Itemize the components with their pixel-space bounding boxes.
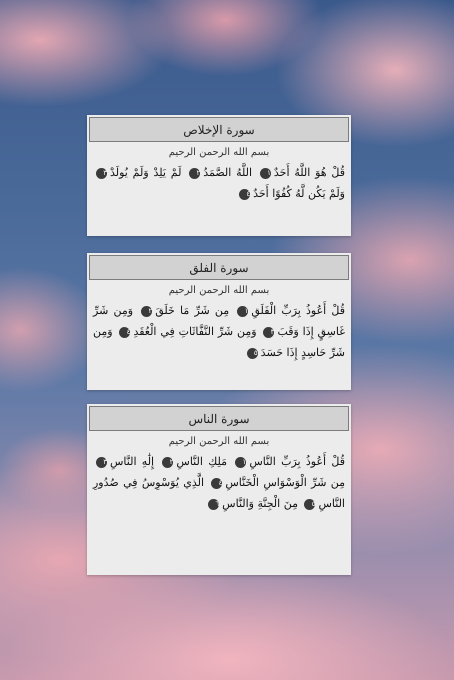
verse-text: قُلْ أَعُوذُ بِرَبِّ النَّاسِ [249, 455, 345, 468]
verse-text: الَّذِي يُوَسْوِسُ فِي صُدُورِ النَّاسِ [93, 476, 345, 510]
verse-text: مِن شَرِّ مَا خَلَقَ [155, 304, 230, 317]
verse-text: وَمِن شَرِّ غَاسِقٍ إِذَا وَقَبَ [93, 304, 346, 338]
verse-text: قُلْ هُوَ اللَّهُ أَحَدٌ [273, 166, 345, 179]
verse-list [93, 451, 345, 514]
surah-nas-panel [87, 404, 351, 575]
surah-title-frame [89, 117, 349, 142]
surah-body [87, 280, 351, 367]
verse-number-marker: ٤ [119, 327, 130, 338]
verse-number-marker: ٢ [141, 306, 152, 317]
surah-falaq-panel [87, 253, 351, 390]
verse-text: اللَّهُ الصَّمَدُ [203, 166, 253, 179]
verse-list [93, 300, 345, 363]
verse-text: مَلِكِ النَّاسِ [176, 455, 228, 468]
basmala: بسم الله الرحمن الرحيم [168, 285, 270, 296]
surah-body [87, 431, 351, 518]
surah-ikhlas-panel [87, 115, 351, 236]
verse-text: إِلَٰهِ النَّاسِ [110, 455, 155, 468]
verse-number-marker: ٤ [211, 478, 222, 489]
verse-text: وَلَمْ يَكُن لَّهُ كُفُوًا أَحَدٌ [253, 187, 345, 200]
verse-number-marker: ٣ [96, 168, 107, 179]
surah-body [87, 142, 351, 208]
verse-number-marker: ٢ [162, 457, 173, 468]
basmala: بسم الله الرحمن الرحيم [168, 147, 270, 158]
surah-title: سورة الإخلاص [183, 122, 255, 137]
verse-number-marker: ٤ [239, 189, 250, 200]
surah-title-frame [89, 255, 349, 280]
verse-number-marker: ٣ [263, 327, 274, 338]
verse-number-marker: ٥ [304, 499, 315, 510]
verse-number-marker: ٥ [247, 348, 258, 359]
verse-number-marker: ١ [237, 306, 248, 317]
verse-text: قُلْ أَعُوذُ بِرَبِّ الْفَلَقِ [251, 304, 345, 317]
verse-number-marker: ٣ [96, 457, 107, 468]
verse-text: مِنَ الْجِنَّةِ وَالنَّاسِ [222, 497, 298, 510]
verse-number-marker: ٦ [208, 499, 219, 510]
verse-text: لَمْ يَلِدْ وَلَمْ يُولَدْ [110, 166, 182, 179]
verse-text: وَمِن شَرِّ النَّفَّاثَاتِ فِي الْعُقَدِ [133, 325, 257, 338]
verse-number-marker: ٢ [189, 168, 200, 179]
surah-title: سورة الناس [188, 411, 250, 426]
verse-number-marker: ١ [235, 457, 246, 468]
verse-text: مِن شَرِّ الْوَسْوَاسِ الْخَنَّاسِ [225, 476, 346, 489]
surah-title-frame [89, 406, 349, 431]
basmala: بسم الله الرحمن الرحيم [168, 436, 270, 447]
verse-number-marker: ١ [260, 168, 271, 179]
verse-list [93, 162, 345, 204]
verse-text: وَمِن شَرِّ حَاسِدٍ إِذَا حَسَدَ [93, 325, 345, 359]
surah-title: سورة الفلق [189, 260, 249, 275]
